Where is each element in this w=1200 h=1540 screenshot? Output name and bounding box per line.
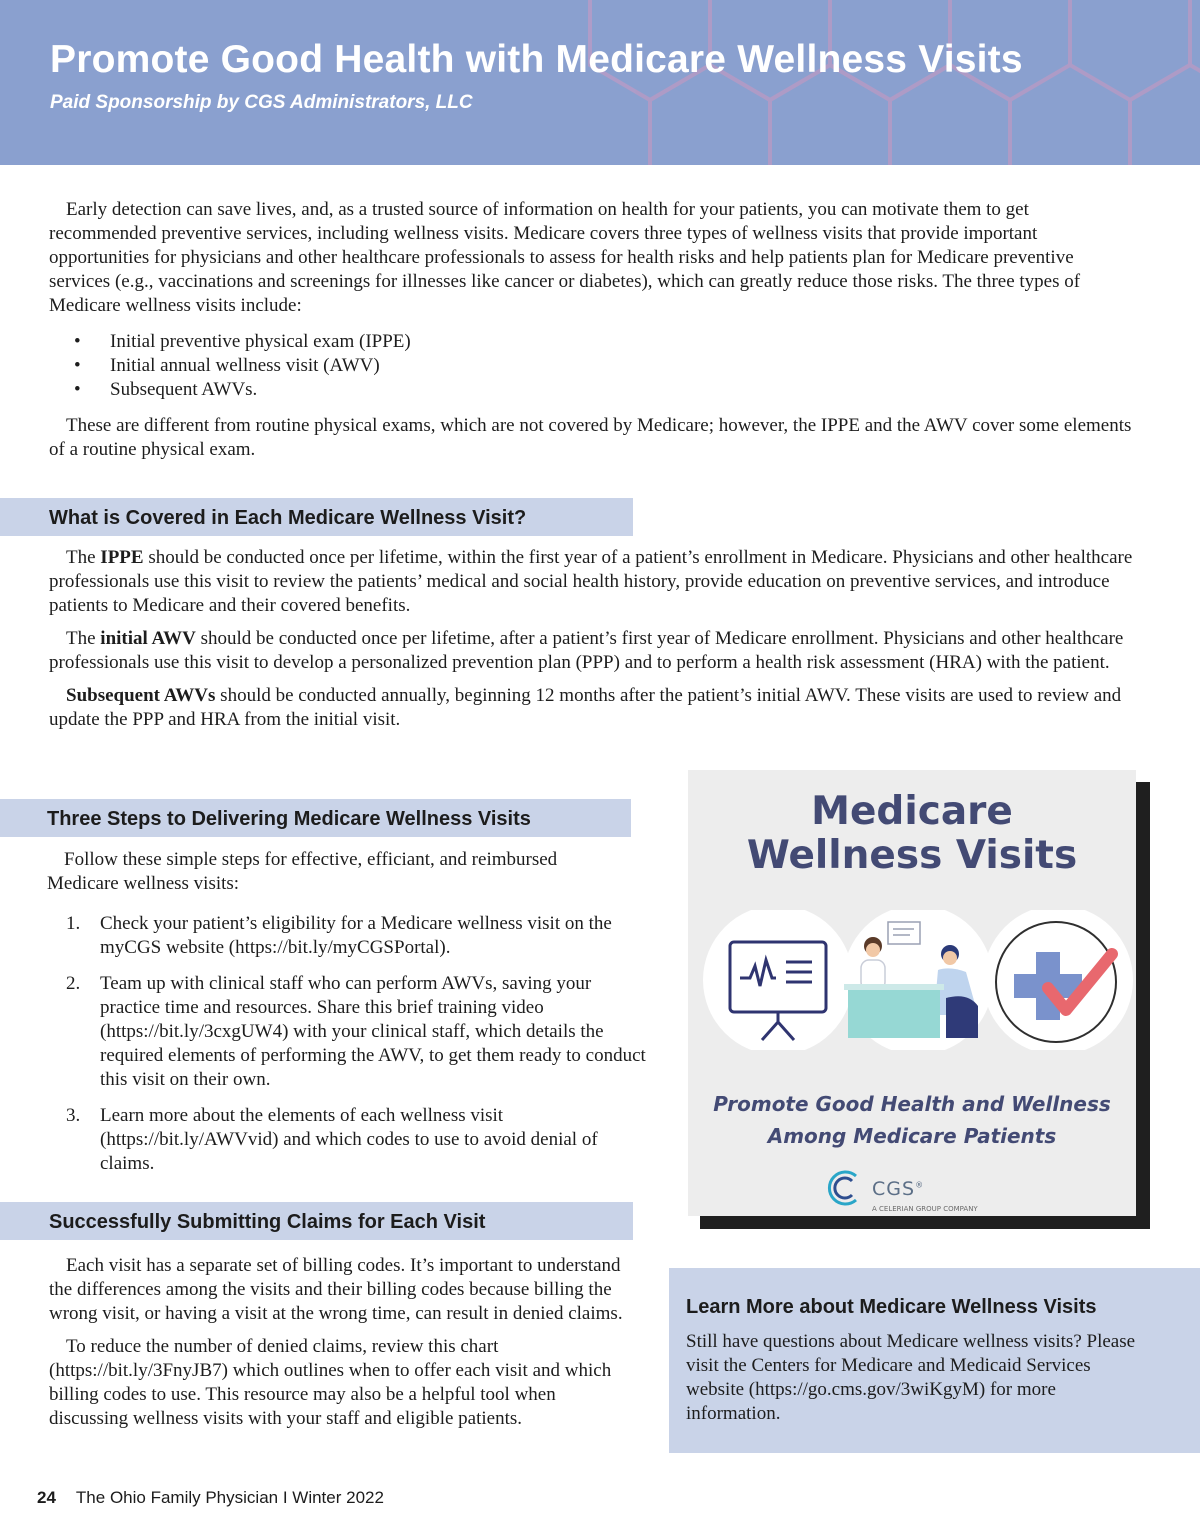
promo-title-line: Wellness Visits (746, 833, 1078, 878)
promo-graphic (688, 770, 1136, 1216)
initial-awv-term: initial AWV (100, 628, 196, 649)
cgs-logo-text (872, 1178, 924, 1200)
covered-section (49, 546, 1144, 741)
step-item (60, 912, 650, 960)
text-span: should be conducted annually, beginning 12 months after the patient’s initial AWV. These visits are used to review and update the PPP and HRA from the initial visit. (49, 685, 1122, 730)
step-item (60, 972, 650, 1092)
doctor-consultation-icon (843, 910, 993, 1050)
page-footer (37, 1488, 384, 1508)
step-number: 2. (66, 973, 81, 994)
learn-more-body: Still have questions about Medicare wellness visits? Please visit the Centers for Medicare and Medicaid Services website (https://go.cms.gov/3wiKgyM) for more information. (686, 1331, 1136, 1424)
promo-subtitle (688, 1088, 1136, 1152)
list-item: • Subsequent AWVs. (60, 378, 860, 402)
promo-subtitle-line: Promote Good Health and Wellness (713, 1092, 1111, 1116)
ippe-paragraph (49, 546, 1144, 618)
visit-types-list (60, 330, 860, 402)
promo-subtitle-line: Among Medicare Patients (767, 1124, 1057, 1148)
promo-title (688, 790, 1136, 878)
claims-paragraph-1: Each visit has a separate set of billing codes. It’s important to understand the differences among the visits and their billing codes because billing the wrong visit, or having a visit at the wrong time, can result in denied claims. (49, 1255, 623, 1324)
learn-more-title: Learn More about Medicare Wellness Visits (686, 1296, 1097, 1318)
step-number: 1. (66, 913, 81, 934)
initial-awv-paragraph (49, 627, 1144, 675)
step-number: 3. (66, 1105, 81, 1126)
subsequent-awv-term: Subsequent AWVs (66, 685, 216, 706)
list-item: • Initial preventive physical exam (IPPE) (60, 330, 860, 354)
text-span: should be conducted once per lifetime, within the first year of a patient’s enrollment in Medicare. Physicians and other healthcare professionals use this visit to review the patients’ medical and social health history, provide education on preventive services, and introduce patients to Medicare and their covered benefits. (49, 547, 1133, 616)
cgs-logo-icon (826, 1168, 866, 1208)
section-heading-steps: Three Steps to Delivering Medicare Wellness Visits (0, 799, 631, 837)
section-heading-claims: Successfully Submitting Claims for Each Visit (0, 1202, 633, 1240)
list-item: • Initial annual wellness visit (AWV) (60, 354, 860, 378)
claims-section (49, 1254, 639, 1440)
page-title: Promote Good Health with Medicare Wellness Visits (50, 38, 1023, 81)
steps-intro: Follow these simple steps for effective, efficiant, and reimbursed Medicare wellness visits: (47, 849, 558, 894)
steps-list (60, 912, 650, 1188)
intro-paragraph-2: These are different from routine physical exams, which are not covered by Medicare; however, the IPPE and the AWV cover some elements of a routine physical exam. (49, 415, 1132, 460)
presentation-board-icon (703, 910, 853, 1050)
medical-cross-check-icon (983, 910, 1133, 1050)
subsequent-awv-paragraph (49, 684, 1144, 732)
claims-paragraph-2: To reduce the number of denied claims, review this chart (https://bit.ly/3FnyJB7) which outlines when to offer each visit and which billing codes to use. This resource may also be a helpful tool when discussing wellness visits with your staff and eligible patients. (49, 1336, 612, 1429)
registered-mark: ® (915, 1180, 925, 1190)
hexagon-pattern (560, 0, 1200, 165)
intro-paragraph: Early detection can save lives, and, as a trusted source of information on health for your patients, you can motivate them to get recommended preventive services, including wellness visits. Medicare covers three types of wellness visits that provide important opportunities for physicians and other healthcare professionals to assess for health risks and help patients plan for Medicare preventive services (e.g., vaccinations and screenings for illnesses like cancer or diabetes), which can greatly reduce those risks. The three types of Medicare wellness visits include: (49, 199, 1081, 316)
step-text: Check your patient’s eligibility for a Medicare wellness visit on the myCGS website (https://bit.ly/myCGSPortal). (100, 913, 612, 958)
section-heading-covered: What is Covered in Each Medicare Wellness Visit? (0, 498, 633, 536)
text-span: should be conducted once per lifetime, after a patient’s first year of Medicare enrollment. Physicians and other healthcare professionals use this visit to develop a personalized prevention plan (PPP) and to perform a health risk assessment (HRA) with the patient. (49, 628, 1124, 673)
ippe-term: IPPE (100, 547, 144, 568)
publication-name: The Ohio Family Physician I Winter 2022 (75, 1488, 384, 1507)
promo-icons (688, 910, 1136, 1050)
promo-title-line: Medicare (811, 789, 1013, 834)
learn-more-box (669, 1268, 1200, 1453)
page-number: 24 (37, 1488, 56, 1507)
sponsor-line: Paid Sponsorship by CGS Administrators, LLC (50, 92, 473, 113)
text-span: The (66, 547, 101, 568)
text-span: The (66, 628, 101, 649)
step-text: Learn more about the elements of each wellness visit (https://bit.ly/AWVvid) and which codes to use to avoid denial of claims. (100, 1105, 598, 1174)
cgs-tagline: A CELERIAN GROUP COMPANY (872, 1205, 978, 1213)
header-banner (0, 0, 1200, 165)
step-text: Team up with clinical staff who can perform AWVs, saving your practice time and resources. Share this brief training video (https://bit.ly/3cxgUW4) with your clinical staff, which details the required elements of performing the AWV, to get them ready to conduct this visit on their own. (100, 973, 646, 1090)
step-item (60, 1104, 650, 1176)
cgs-name: CGS (872, 1178, 916, 1200)
